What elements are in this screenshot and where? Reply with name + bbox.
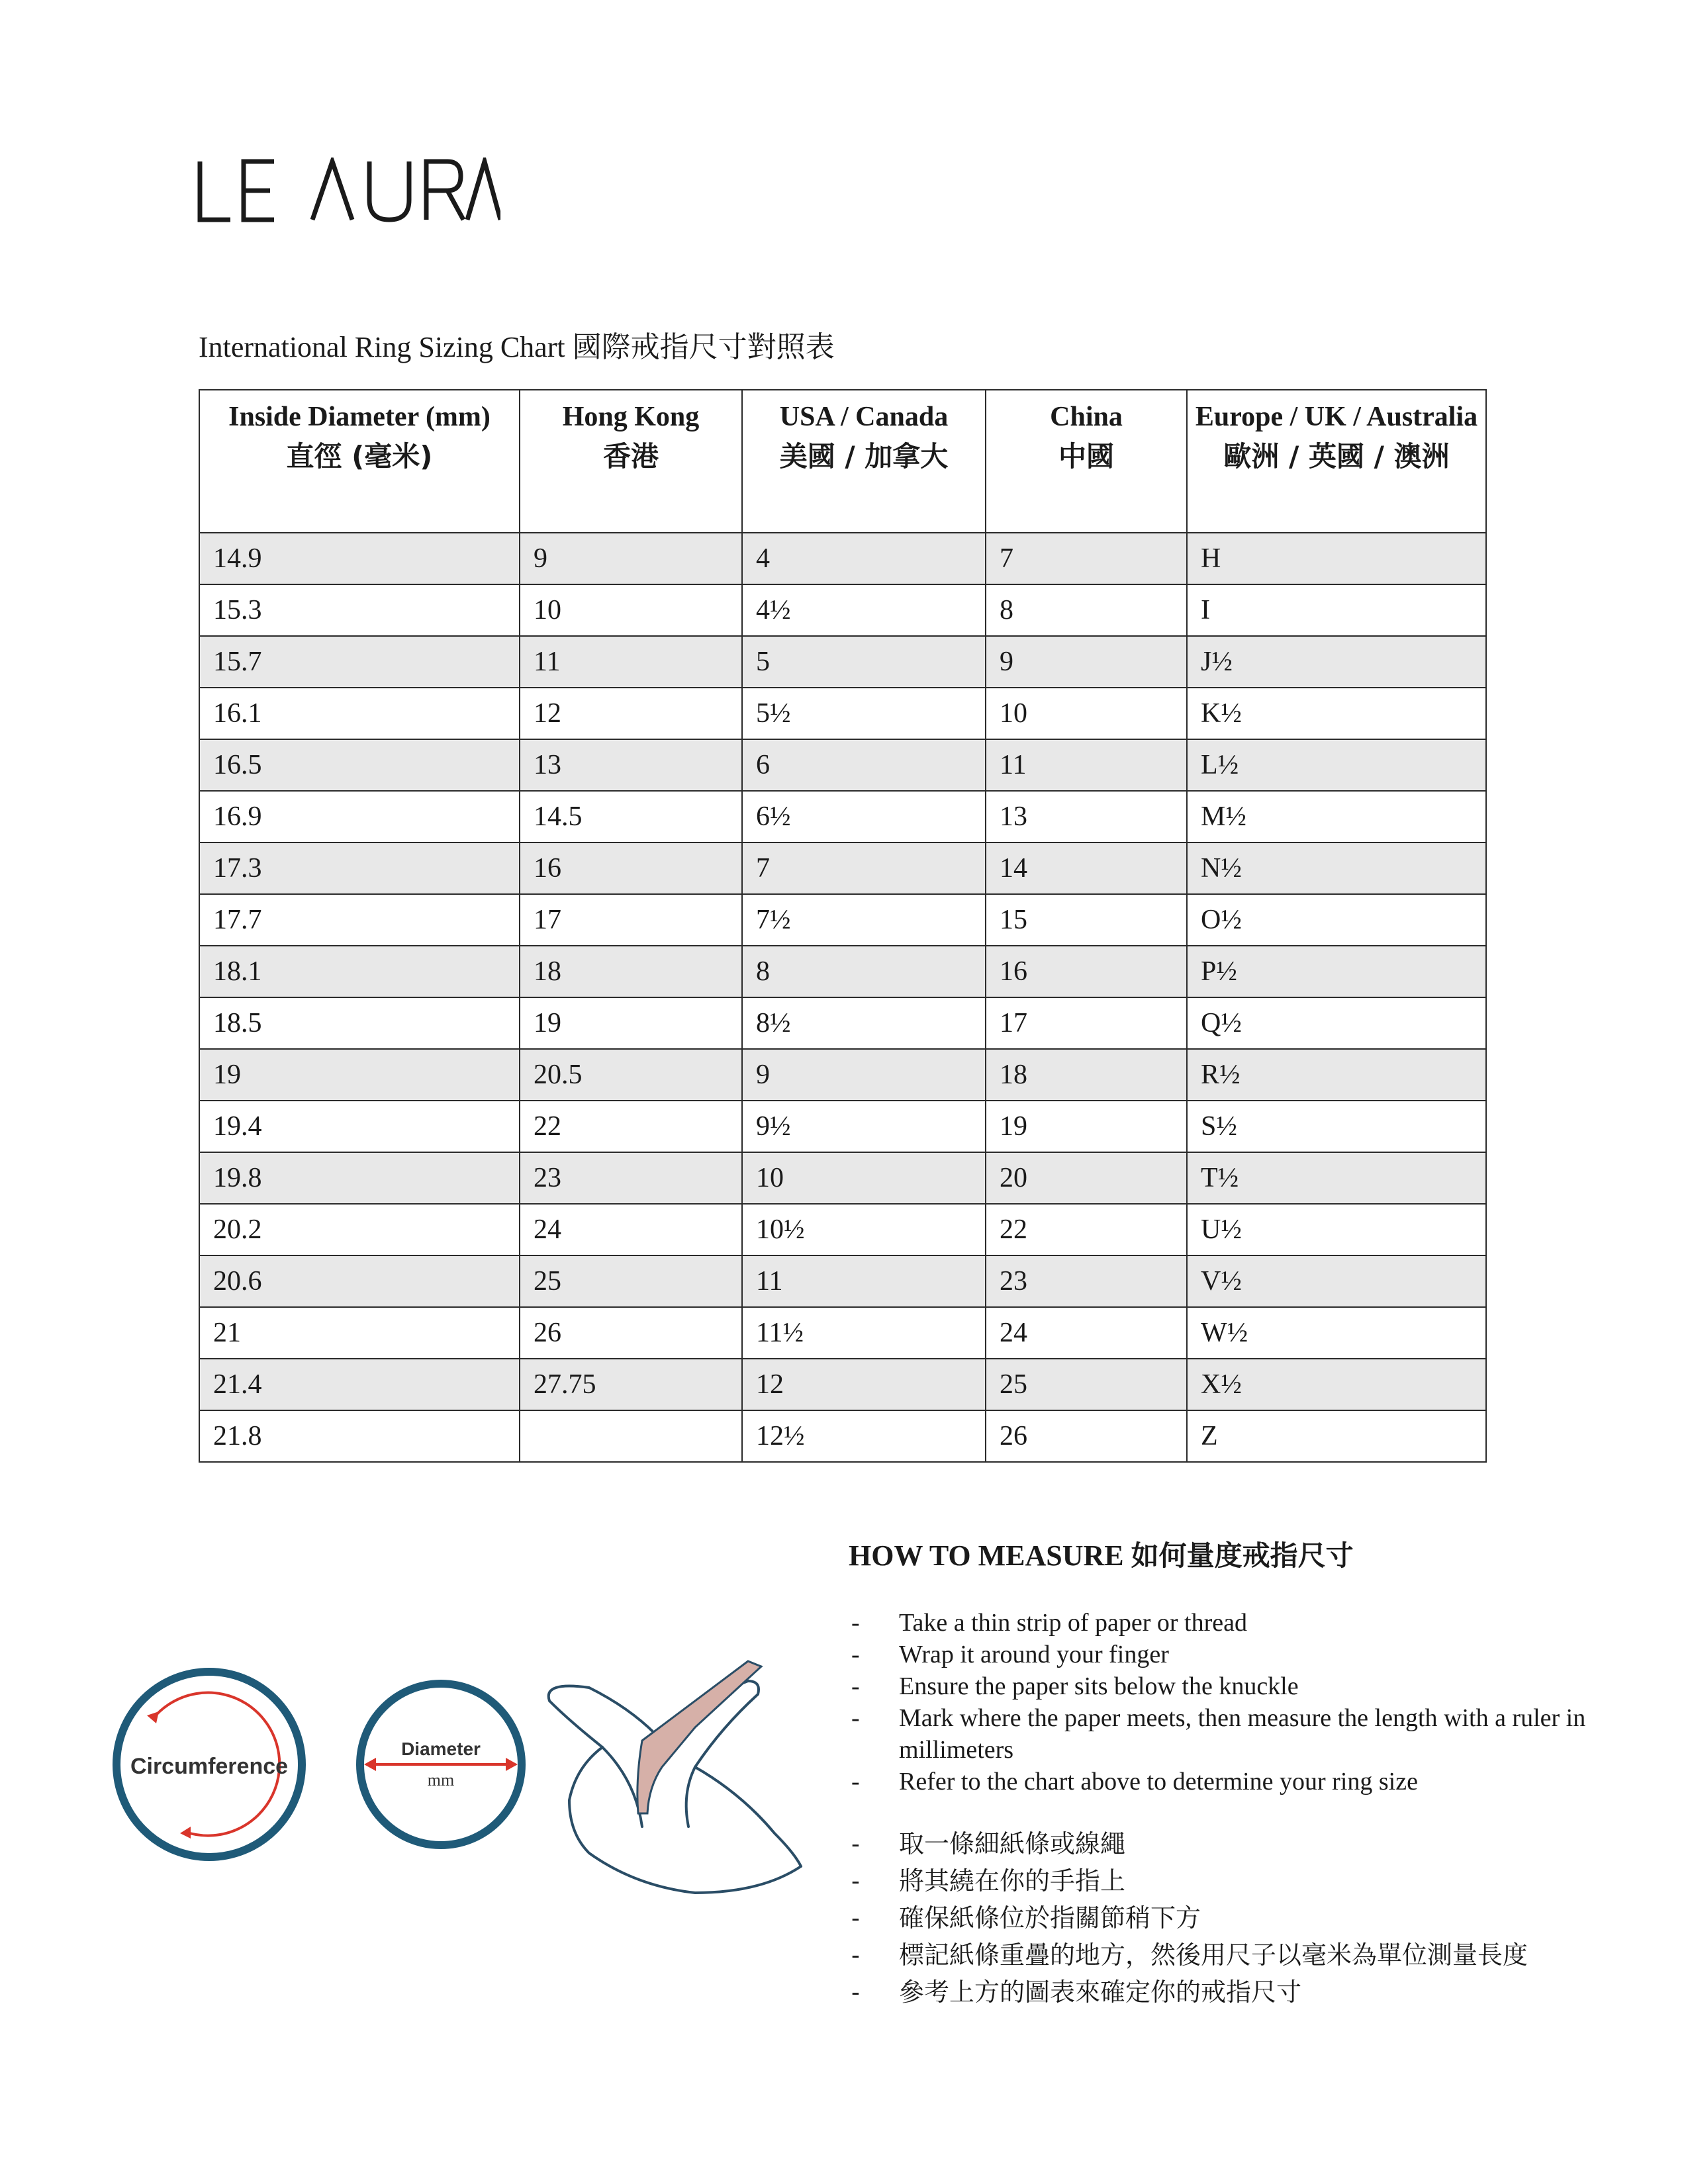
table-cell: Q½ xyxy=(1187,997,1486,1049)
table-cell: 23 xyxy=(520,1152,742,1204)
table-cell: 19 xyxy=(520,997,742,1049)
table-cell: 12 xyxy=(742,1359,986,1410)
table-row xyxy=(199,636,1486,688)
table-cell: 9½ xyxy=(742,1101,986,1152)
table-row xyxy=(199,533,1486,584)
list-item: - Wrap it around your finger xyxy=(849,1639,1597,1670)
table-cell: 17 xyxy=(520,894,742,946)
table-cell: J½ xyxy=(1187,636,1486,688)
how-to-measure-heading: HOW TO MEASURE 如何量度戒指尺寸 xyxy=(849,1539,1354,1572)
table-cell: 18 xyxy=(520,946,742,997)
table-row xyxy=(199,1307,1486,1359)
list-item: - Refer to the chart above to determine your ring size xyxy=(849,1766,1597,1797)
list-item: - 參考上方的圖表來確定你的戒指尺寸 xyxy=(849,1974,1597,2011)
circumference-label: Circumference xyxy=(130,1754,289,1779)
measure-illustration xyxy=(113,1635,821,1899)
brand-logo xyxy=(196,158,500,224)
list-item: - 取一條細紙條或線繩 xyxy=(849,1825,1597,1862)
table-cell: 8 xyxy=(742,946,986,997)
table-row xyxy=(199,894,1486,946)
table-cell: 24 xyxy=(520,1204,742,1255)
diameter-unit: mm xyxy=(427,1770,455,1790)
table-cell: 10 xyxy=(520,584,742,636)
table-cell: 4½ xyxy=(742,584,986,636)
table-cell: 24 xyxy=(986,1307,1187,1359)
table-cell: 26 xyxy=(520,1307,742,1359)
table-cell: 21.8 xyxy=(199,1410,520,1462)
table-row xyxy=(199,584,1486,636)
table-cell: S½ xyxy=(1187,1101,1486,1152)
table-row xyxy=(199,1049,1486,1101)
table-cell: 20.5 xyxy=(520,1049,742,1101)
table-cell: 17.3 xyxy=(199,842,520,894)
list-item: - Mark where the paper meets, then measure the length with a ruler in millimeters xyxy=(849,1702,1597,1766)
table-cell: 7 xyxy=(742,842,986,894)
table-cell: 6 xyxy=(742,739,986,791)
hand-drawing xyxy=(549,1681,801,1893)
table-cell: 5½ xyxy=(742,688,986,739)
table-cell xyxy=(520,1410,742,1462)
table-cell: W½ xyxy=(1187,1307,1486,1359)
table-cell: 18.1 xyxy=(199,946,520,997)
table-cell: 8½ xyxy=(742,997,986,1049)
table-cell: 14.9 xyxy=(199,533,520,584)
table-cell: M½ xyxy=(1187,791,1486,842)
table-cell: 15 xyxy=(986,894,1187,946)
table-cell: 12½ xyxy=(742,1410,986,1462)
table-cell: 25 xyxy=(986,1359,1187,1410)
table-cell: X½ xyxy=(1187,1359,1486,1410)
table-cell: 16.9 xyxy=(199,791,520,842)
diameter-diagram xyxy=(360,1684,522,1845)
table-cell: P½ xyxy=(1187,946,1486,997)
table-row xyxy=(199,1152,1486,1204)
table-cell: 22 xyxy=(520,1101,742,1152)
header-china: China 中國 xyxy=(986,390,1187,533)
table-cell: 10½ xyxy=(742,1204,986,1255)
table-cell: 21.4 xyxy=(199,1359,520,1410)
table-cell: 15.7 xyxy=(199,636,520,688)
table-cell: 13 xyxy=(520,739,742,791)
table-cell: 6½ xyxy=(742,791,986,842)
table-row xyxy=(199,1101,1486,1152)
table-cell: 27.75 xyxy=(520,1359,742,1410)
table-cell: R½ xyxy=(1187,1049,1486,1101)
paper-strip xyxy=(637,1661,761,1813)
table-cell: 25 xyxy=(520,1255,742,1307)
table-cell: L½ xyxy=(1187,739,1486,791)
table-cell: 19 xyxy=(199,1049,520,1101)
table-cell: 22 xyxy=(986,1204,1187,1255)
table-cell: 7½ xyxy=(742,894,986,946)
table-cell: 14.5 xyxy=(520,791,742,842)
table-cell: O½ xyxy=(1187,894,1486,946)
table-cell: 16 xyxy=(520,842,742,894)
table-cell: 10 xyxy=(986,688,1187,739)
circumference-diagram xyxy=(117,1672,302,1857)
table-cell: 9 xyxy=(742,1049,986,1101)
table-cell: 18.5 xyxy=(199,997,520,1049)
header-europe-uk-australia: Europe / UK / Australia 歐洲 / 英國 / 澳洲 xyxy=(1187,390,1486,533)
table-cell: 16.1 xyxy=(199,688,520,739)
table-cell: I xyxy=(1187,584,1486,636)
table-cell: 19.4 xyxy=(199,1101,520,1152)
list-item: - 確保紙條位於指關節稍下方 xyxy=(849,1899,1597,1936)
table-cell: 17.7 xyxy=(199,894,520,946)
table-row xyxy=(199,1255,1486,1307)
table-row xyxy=(199,997,1486,1049)
diameter-label: Diameter xyxy=(401,1739,481,1759)
chart-subtitle: International Ring Sizing Chart 國際戒指尺寸對照表 xyxy=(199,331,835,363)
table-cell: 15.3 xyxy=(199,584,520,636)
measure-steps-zh xyxy=(849,1825,1597,2011)
table-cell: 20.6 xyxy=(199,1255,520,1307)
table-cell: 20 xyxy=(986,1152,1187,1204)
table-cell: 5 xyxy=(742,636,986,688)
table-cell: K½ xyxy=(1187,688,1486,739)
table-cell: 18 xyxy=(986,1049,1187,1101)
list-item: - 標記紙條重疊的地方，然後用尺子以毫米為單位測量長度 xyxy=(849,1936,1597,1974)
table-cell: 11 xyxy=(742,1255,986,1307)
table-row xyxy=(199,1204,1486,1255)
table-cell: T½ xyxy=(1187,1152,1486,1204)
table-cell: 16 xyxy=(986,946,1187,997)
header-hong-kong: Hong Kong 香港 xyxy=(520,390,742,533)
table-row xyxy=(199,739,1486,791)
table-cell: 11½ xyxy=(742,1307,986,1359)
table-row xyxy=(199,1410,1486,1462)
table-cell: 13 xyxy=(986,791,1187,842)
list-item: - 將其繞在你的手指上 xyxy=(849,1862,1597,1899)
table-row xyxy=(199,1359,1486,1410)
table-cell: 10 xyxy=(742,1152,986,1204)
table-cell: N½ xyxy=(1187,842,1486,894)
table-row xyxy=(199,842,1486,894)
table-cell: 19 xyxy=(986,1101,1187,1152)
table-cell: 21 xyxy=(199,1307,520,1359)
table-cell: 11 xyxy=(520,636,742,688)
list-item: - Ensure the paper sits below the knuckle xyxy=(849,1670,1597,1702)
table-cell: H xyxy=(1187,533,1486,584)
table-row xyxy=(199,791,1486,842)
table-cell: 23 xyxy=(986,1255,1187,1307)
table-cell: 19.8 xyxy=(199,1152,520,1204)
table-cell: 14 xyxy=(986,842,1187,894)
table-cell: 9 xyxy=(520,533,742,584)
table-cell: 8 xyxy=(986,584,1187,636)
header-inside-diameter: Inside Diameter (mm) 直徑 (毫米) xyxy=(199,390,520,533)
table-cell: 9 xyxy=(986,636,1187,688)
table-cell: 4 xyxy=(742,533,986,584)
table-row xyxy=(199,946,1486,997)
header-usa-canada: USA / Canada 美國 / 加拿大 xyxy=(742,390,986,533)
ring-size-table xyxy=(199,389,1487,1463)
table-cell: Z xyxy=(1187,1410,1486,1462)
measure-steps-en xyxy=(849,1607,1597,1797)
table-cell: 7 xyxy=(986,533,1187,584)
table-cell: 17 xyxy=(986,997,1187,1049)
table-cell: 20.2 xyxy=(199,1204,520,1255)
table-cell: V½ xyxy=(1187,1255,1486,1307)
list-item: - Take a thin strip of paper or thread xyxy=(849,1607,1597,1639)
table-cell: 12 xyxy=(520,688,742,739)
table-cell: 11 xyxy=(986,739,1187,791)
table-header-row xyxy=(199,390,1486,533)
table-row xyxy=(199,688,1486,739)
table-cell: U½ xyxy=(1187,1204,1486,1255)
table-cell: 16.5 xyxy=(199,739,520,791)
table-cell: 26 xyxy=(986,1410,1187,1462)
